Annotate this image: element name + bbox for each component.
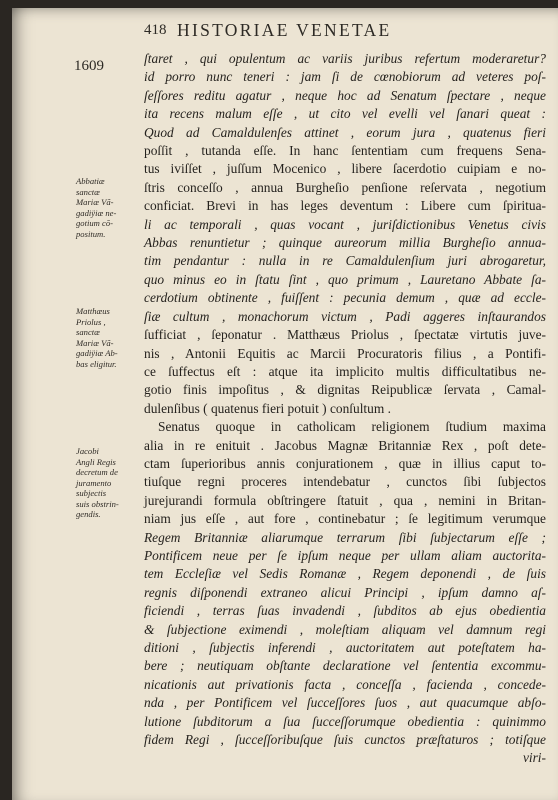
text-line: poſſit , tutanda eſſe. In hanc ſententiam cum frequens Sena- [144,143,546,159]
text-line: tem Eccleſiæ vel Sedis Romanæ , Regem deponendi , de ſuis [144,566,546,582]
text-line: ſufficiat , ſeponatur . Matthæus Priolus , ſpectatæ virtutis juve- [144,327,546,343]
text-line: gotio finis impoſitus , & dignitas Reipublicæ ſervata , Camal- [144,382,546,398]
side-note-line: gadiÿiæ Ab- [76,348,118,358]
side-note-line: Mariæ Vã- [76,197,114,207]
page-header [12,18,558,44]
text-line: dulenſibus ( quatenus fieri potuit ) conſultum . [144,400,391,416]
year-marginal: 1609 [74,58,104,74]
side-note-line: sanctæ [76,327,100,337]
text-line: ctam ſuperioribus annis conjurationem , quæ in illius caput to- [144,455,546,471]
text-line: tiuſque regni proceres intendebatur , cunctos ſibi ſubjectos [144,474,546,490]
text-line: ditioni , ſubjectis inferendi , auctoritatem aut poteſtatem ha- [144,640,546,655]
side-note-priolus [76,306,138,369]
side-note-line: decretum de [76,467,118,477]
text-line: niam jus eſſe , aut fore , continebatur ; ſe legitimum verumque [144,511,546,527]
side-note-line: positum. [76,228,106,239]
text-line: regnis diſponendi extraneo alicui Principi , ipſum damno aſ- [144,584,546,600]
text-line: Abbas renuntietur ; quinque aureorum millia Burgheſio annua- [144,235,546,251]
text-line: Quod ad Camaldulenſes attinet , eorum jura , quatenus fieri [144,124,546,140]
text-line: tus iviſſet , juſſum Mocenico , libere ſacerdotio cuipiam e no- [144,161,546,177]
text-line: ſtaret , qui opulentum ac variis juribus refertum moderaretur? [144,51,546,66]
side-note-line: gotium cō- [76,218,113,228]
book-page [12,8,558,800]
text-line: ita recens malum eſſe , ut cito vel evelli vel ſanari queat : [144,106,546,122]
text-line: ſeſſores reditu agatur , neque hoc ad Senatum ſpectare , neque [144,87,546,103]
side-note-line: subjectis [76,488,107,498]
text-line: ficiendi , terras ſuas invadendi , ſubditos ab ejus obedientia [144,603,546,619]
side-note-abbey [76,176,138,239]
text-line: id porro nunc teneri : jam ſi de cœnobiorum ad veteres poſ- [144,69,546,85]
side-note-line: Mariæ Vã- [76,337,114,348]
side-note-line: juramento [76,477,112,488]
text-line: nicationis aut privationis facta , conceſſa , facienda , concede- [144,676,546,692]
catchword: viri- [522,750,546,766]
side-note-line: sanctæ [76,186,100,197]
text-line: quo minus eo in ſtatu ſint , quo primum , Lauretano Abbate ſa- [144,271,546,287]
text-line: lutione ſubditorum a ſua ſucceſſorumque obedientia : quinimmo [144,713,546,729]
text-line: bere ; neutiquam obſtante declaratione vel ſententia excommu- [144,658,546,674]
text-line: Senatus quoque in catholicam religionem ſtudium maxima [158,419,546,435]
side-note-line: bas eligitur. [76,358,117,369]
text-line: conficiat. Brevi in has leges deventum : Libere cum ſpiritua- [144,198,546,214]
text-line: jurejurandi formula obſtringere ſtatuit , qua , nemini in Britan- [144,492,546,508]
side-note-line: gendis. [76,509,101,519]
text-line: fidem Regi , ſucceſſoribuſque ſuis cunctos præſtaturos ; totiſque [144,732,546,748]
text-line: nis , Antonii Equitis ac Marcii Procuratoris filius , a Pontifi- [144,345,546,361]
side-note-line: Jacobi [76,446,99,456]
side-note-line: Angli Regis [76,456,116,467]
side-note-james-oath [76,446,138,520]
side-note-line: Abbatiæ [76,176,105,186]
side-note-line: gadiÿiæ ne- [76,207,117,218]
text-line: Pontificem neue per ſe ipſum neque per ullam aliam auctorita- [144,547,546,563]
text-line: ce ſuffectus eſt : atque ita implicito multis difficultatibus ne- [144,363,546,379]
text-line: tim pendantur : nulla in re Camaldulenſium juri abrogaretur, [144,253,546,269]
side-note-line: Priolus , [76,316,106,327]
text-line: nda , per Pontificem vel ſucceſſores ſuos , aut quacumque abſo- [144,695,546,711]
page-number: 418 [144,22,167,38]
text-line: ſtris conceſſo , annua Burgheſio penſione reſervata , negotium [144,179,546,195]
text-line: Regem Britanniæ aliarumque terrarum ſibi ſubjectarum eſſe ; [144,529,546,545]
side-note-line: suis obstrin- [76,498,119,509]
text-line: ſiæ cultum , monachorum victum , Padi aggeres inſtaurandos [144,308,546,324]
text-line: & ſubjectione eximendi , moleſtiam aliquam vel damnum regi [144,621,546,637]
main-text [144,50,546,768]
text-line: alia in re enituit . Jacobus Magnæ Britanniæ Rex , poſt dete- [144,437,546,453]
text-line: li ac temporali , quas vocant , juriſdictionibus Venetus civis [144,216,546,232]
text-line: cerdotium obtinente , fuiſſent : pecunia demum , quæ ad eccle- [144,290,546,306]
running-title: HISTORIAE VENETAE [177,20,392,40]
side-note-line: Matthæus [76,306,110,316]
